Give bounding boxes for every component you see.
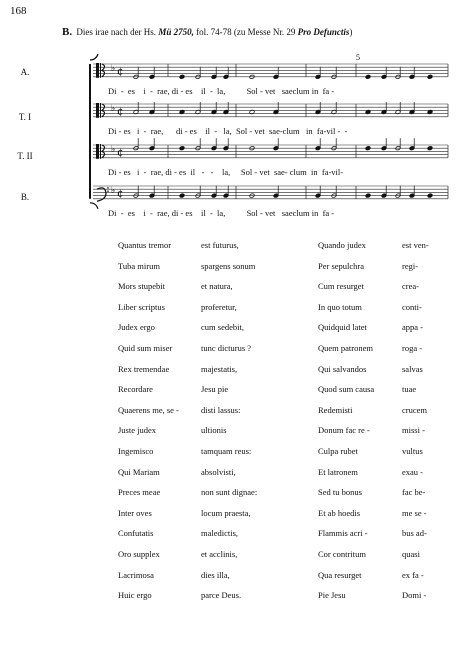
text-cell: Qua resurget (318, 569, 362, 580)
text-row (118, 467, 438, 488)
text-row (118, 322, 438, 343)
c-clef-icon (100, 144, 101, 159)
text-cell: Quem patronem (318, 342, 373, 353)
text-cell: Huic ergo (118, 590, 152, 601)
text-cell: Ingemisco (118, 445, 154, 456)
text-cell: Flammis acri - (318, 528, 368, 539)
c-clef-icon (96, 103, 99, 118)
text-cell: parce Deus. (201, 590, 242, 601)
text-row (118, 364, 438, 385)
text-cell: missi - (402, 425, 425, 436)
text-cell: Liber scriptus (118, 301, 165, 312)
text-cell: Pie Jesu (318, 590, 346, 601)
text-cell: spargens sonum (201, 260, 256, 271)
text-cell: crucem (402, 404, 428, 415)
text-cell: Quaerens me, se - (118, 404, 179, 415)
text-cell: est futurus, (201, 240, 239, 250)
text-cell: non sunt dignae: (201, 487, 258, 498)
note-head (179, 146, 185, 151)
c-clef-icon (96, 63, 99, 78)
text-cell: Qui Mariam (118, 466, 160, 477)
text-cell: ex fa - (402, 569, 424, 580)
heading-prefix: Dies irae nach der Hs. (76, 27, 157, 37)
text-row (118, 281, 438, 302)
text-row (118, 240, 438, 261)
text-cell: fac be- (402, 487, 426, 498)
text-cell: Cum resurget (318, 281, 364, 292)
text-cell: quasi (402, 548, 420, 559)
cut-time-icon: ¢ (117, 66, 124, 78)
voice-label-tenor-1: T. I (18, 112, 32, 122)
lyric-tenor-1: Di - es i - rae, di - es il - la, Sol - vet sae-clum in fa-vil - - (108, 126, 348, 136)
text-cell: tamquam reus: (201, 445, 252, 456)
note-head (365, 193, 371, 198)
text-row (118, 425, 438, 446)
text-cell: tunc dicturus ? (201, 342, 252, 353)
folio-range: fol. 74-78 (196, 27, 232, 37)
section-letter: B. (62, 26, 73, 38)
text-cell: absolvisti, (201, 466, 236, 477)
text-cell: Quando judex (318, 240, 366, 250)
text-cell: conti- (402, 301, 422, 312)
flat-icon: ♭ (111, 104, 116, 115)
voice-label-bass: B. (20, 192, 30, 202)
text-cell: Sed tu bonus (318, 487, 362, 498)
flat-icon: ♭ (111, 186, 116, 197)
text-cell: tuae (402, 384, 417, 395)
text-row (118, 261, 438, 282)
music-score (0, 0, 463, 232)
text-cell: Per sepulchra (318, 260, 365, 271)
bracket-hook-top (90, 54, 98, 60)
cut-time-icon: ¢ (117, 106, 124, 118)
note-head (427, 146, 433, 151)
text-cell: Confutatis (118, 528, 154, 539)
text-cell: Et ab hoedis (318, 507, 361, 518)
note-head (179, 74, 185, 79)
text-cell: est ven- (402, 240, 429, 250)
f-clef-dot (107, 187, 109, 189)
bracket-hook-bottom (90, 203, 98, 209)
text-row (118, 446, 438, 467)
text-cell: Inter oves (118, 507, 152, 518)
text-cell: et natura, (201, 281, 233, 292)
text-cell: Quod sum causa (318, 384, 375, 395)
voice-label-tenor-2: T. II (17, 151, 33, 161)
text-cell: Mors stupebit (118, 281, 165, 292)
cut-time-icon: ¢ (117, 188, 124, 200)
text-cell: et acclinis, (201, 548, 238, 559)
text-cell: bus ad- (402, 528, 427, 539)
text-cell: Et latronem (318, 466, 358, 477)
text-cell: me se - (402, 507, 427, 518)
text-cell: locum praesta, (201, 507, 251, 518)
lyric-tenor-2: Di - es i - rae, di - es il - - la, Sol - vet sae- clum in fa-vil- (108, 167, 344, 177)
text-cell: dies illa, (201, 569, 230, 580)
note-head (365, 146, 371, 151)
note-head (427, 74, 433, 79)
text-cell: regi- (402, 260, 419, 271)
f-clef-icon (97, 188, 106, 201)
text-cell: Jesu pie (201, 384, 229, 395)
text-cell: proferetur, (201, 301, 237, 312)
text-cell: Lacrimosa (118, 569, 154, 580)
text-cell: appa - (402, 322, 424, 333)
text-row (118, 302, 438, 323)
flat-icon: ♭ (111, 145, 116, 156)
text-cell: Preces meae (118, 487, 161, 498)
text-row (118, 343, 438, 364)
text-cell: Tuba mirum (118, 260, 160, 271)
text-row (118, 405, 438, 426)
text-cell: cum sedebit, (201, 322, 244, 333)
page-number: 168 (10, 5, 27, 17)
text-cell: Qui salvandos (318, 363, 367, 374)
text-row (118, 487, 438, 508)
paren-close: ) (349, 27, 353, 37)
text-row (118, 570, 438, 591)
text-cell: maledictis, (201, 528, 239, 539)
text-cell: salvas (402, 363, 423, 374)
text-row (118, 549, 438, 570)
measure-number: 5 (356, 53, 360, 62)
text-cell: Rex tremendae (118, 363, 170, 374)
text-cell: Domi - (402, 590, 427, 601)
text-cell: Quidquid latet (318, 322, 367, 333)
manuscript-id: Mü 2750, (158, 27, 194, 37)
text-cell: Quid sum miser (118, 342, 173, 353)
text-row (118, 508, 438, 529)
lyric-bass: Di - es i - rae, di - es il - la, Sol - vet saeclum in fa - (108, 208, 335, 218)
text-cell: ultionis (201, 425, 227, 436)
pro-defunctis-title: Pro Defunctis (297, 27, 350, 37)
lyric-alto: Di - es i - rae, di - es il - la, Sol - vet saeclum in fa - (108, 86, 335, 96)
note-head (365, 74, 371, 79)
text-cell: exau - (402, 466, 424, 477)
cut-time-icon: ¢ (117, 147, 124, 159)
text-cell: In quo totum (318, 301, 362, 312)
text-row (118, 528, 438, 549)
note-head (179, 193, 185, 198)
text-cell: majestatis, (201, 363, 238, 374)
f-clef-dot (107, 190, 109, 192)
text-cell: vultus (402, 445, 423, 456)
note-head (427, 193, 433, 198)
mass-reference: (zu Messe Nr. 29 (233, 27, 296, 37)
text-cell: Culpa rubet (318, 445, 358, 456)
text-cell: Judex ergo (118, 322, 155, 333)
text-row (118, 590, 438, 611)
flat-icon: ♭ (111, 64, 116, 75)
text-cell: disti lassus: (201, 404, 241, 415)
c-clef-icon (100, 63, 101, 78)
text-cell: Recordare (118, 384, 153, 395)
text-cell: roga - (402, 342, 423, 353)
text-cell: Oro supplex (118, 548, 160, 559)
sequence-text-table (118, 240, 438, 611)
c-clef-icon (100, 103, 101, 118)
text-cell: crea- (402, 281, 419, 292)
c-clef-icon (96, 144, 99, 159)
text-cell: Donum fac re - (318, 425, 370, 436)
voice-label-alto: A. (20, 67, 30, 77)
text-row (118, 384, 438, 405)
text-cell: Juste judex (118, 425, 157, 436)
text-cell: Cor contritum (318, 548, 366, 559)
text-cell: Redemisti (318, 404, 353, 415)
text-cell: Quantus tremor (118, 240, 172, 250)
